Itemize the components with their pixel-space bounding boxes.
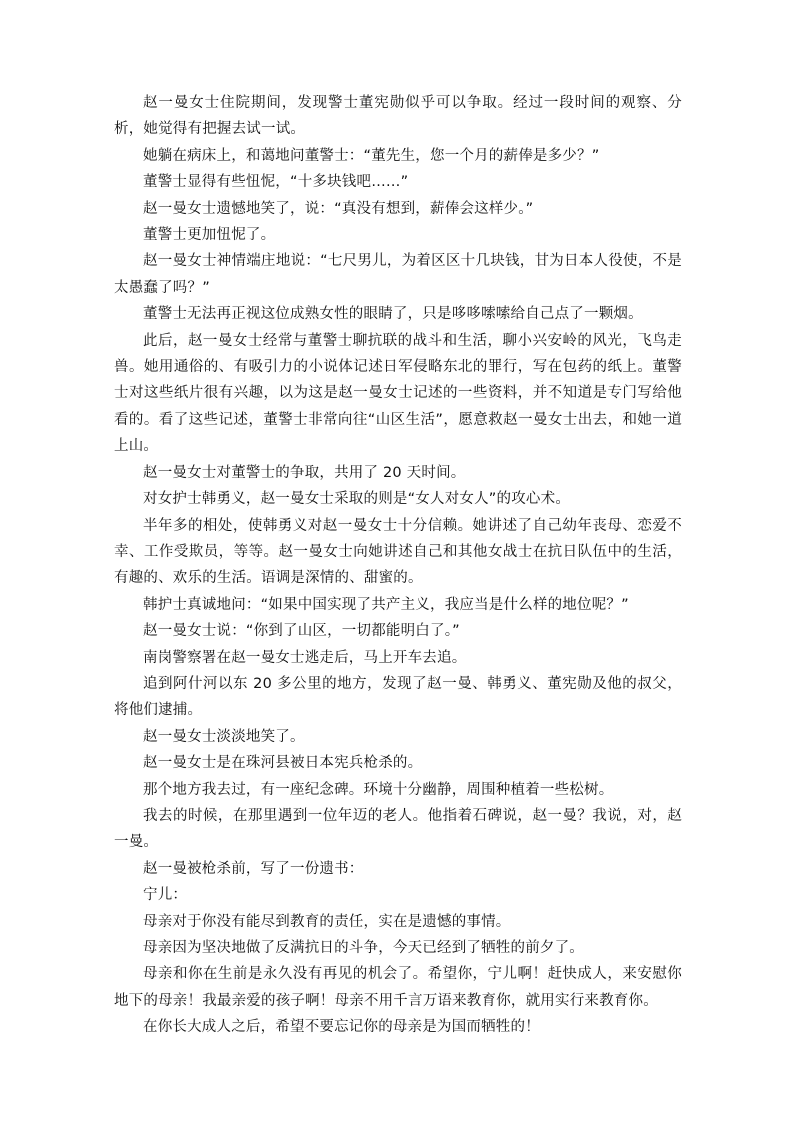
paragraph: 追到阿什河以东 20 多公里的地方，发现了赵一曼、韩勇义、董宪勋及他的叔父，将他们逮捕。: [114, 675, 682, 719]
paragraph: 赵一曼女士住院期间，发现警士董宪勋似乎可以争取。经过一段时间的观察、分析，她觉得有把握去试一试。: [114, 95, 682, 138]
paragraph: 董警士显得有些忸怩，“十多块钱吧……”: [143, 174, 409, 191]
paragraph: 此后，赵一曼女士经常与董警士聊抗联的战斗和生活，聊小兴安岭的风光，飞鸟走兽。她用通俗的、有吸引力的小说体记述日军侵略东北的罪行，写在包药的纸上。董警士对这些纸片很有兴趣，以为这是赵一曼女士记述的一些资料，并不知道是专门写给他看的。看了这些记述，董警士非常向往“山区生活”，愿意救赵一曼女士出去，和她一道上山。: [114, 332, 682, 455]
paragraph: 赵一曼女士是在珠河县被日本宪兵枪杀的。: [143, 755, 423, 772]
paragraph: 半年多的相处，使韩勇义对赵一曼女士十分信赖。她讲述了自己幼年丧母、恋爱不幸、工作受欺员，等等。赵一曼女士向她讲述自己和其他女战士在抗日队伍中的生活，有趣的、欢乐的生活。语调是深情的、甜蜜的。: [114, 517, 682, 587]
paragraph: 她躺在病床上，和蔼地问董警士：“董先生，您一个月的薪俸是多少？”: [143, 147, 600, 164]
paragraph: 赵一曼女士说：“你到了山区，一切都能明白了。”: [143, 623, 460, 640]
paragraph: 赵一曼被枪杀前，写了一份遗书：: [143, 860, 364, 877]
paragraph: 对女护士韩勇义，赵一曼女士采取的则是“女人对女人”的攻心术。: [143, 491, 571, 508]
letter-paragraph: 母亲因为坚决地做了反满抗日的斗争，今天已经到了牺牲的前夕了。: [143, 940, 584, 956]
paragraph: 董警士无法再正视这位成熟女性的眼睛了，只是哆哆嗦嗦给自己点了一颗烟。: [143, 306, 643, 323]
paragraph: 赵一曼女士淡淡地笑了。: [143, 728, 305, 745]
letter-paragraph: 在你长大成人之后，希望不要忘记你的母亲是为国而牺牲的！: [143, 1019, 540, 1036]
paragraph: 董警士更加忸怩了。: [143, 227, 276, 244]
paragraph: 那个地方我去过，有一座纪念碑。环境十分幽静，周围种植着一些松树。: [143, 781, 614, 798]
paragraph: 赵一曼女士对董警士的争取，共用了 20 天时间。: [143, 464, 466, 481]
document-body: [114, 90, 682, 1041]
letter-paragraph: 母亲对于你没有能尽到教育的责任，实在是遗憾的事情。: [143, 913, 511, 930]
paragraph: 南岗警察署在赵一曼女士逃走后，马上开车去追。: [143, 649, 467, 666]
letter-paragraph: 母亲和你在生前是永久没有再见的机会了。希望你，宁儿啊！赶快成人，来安慰你地下的母亲！我最亲爱的孩子啊！母亲不用千言万语来教育你，就用实行来教育你。: [114, 966, 682, 1009]
letter-salutation: 宁儿：: [143, 887, 188, 904]
paragraph: 赵一曼女士遗憾地笑了，说：“真没有想到，薪俸会这样少。”: [143, 200, 534, 217]
paragraph: 韩护士真诚地问：“如果中国实现了共产主义，我应当是什么样的地位呢？”: [143, 596, 629, 613]
paragraph: 我去的时候，在那里遇到一位年迈的老人。他指着石碑说，赵一曼？我说，对，赵一曼。: [114, 807, 682, 851]
paragraph: 赵一曼女士神情端庄地说：“七尺男儿，为着区区十几块钱，甘为日本人役使，不是太愚蠢了吗？”: [114, 253, 682, 296]
